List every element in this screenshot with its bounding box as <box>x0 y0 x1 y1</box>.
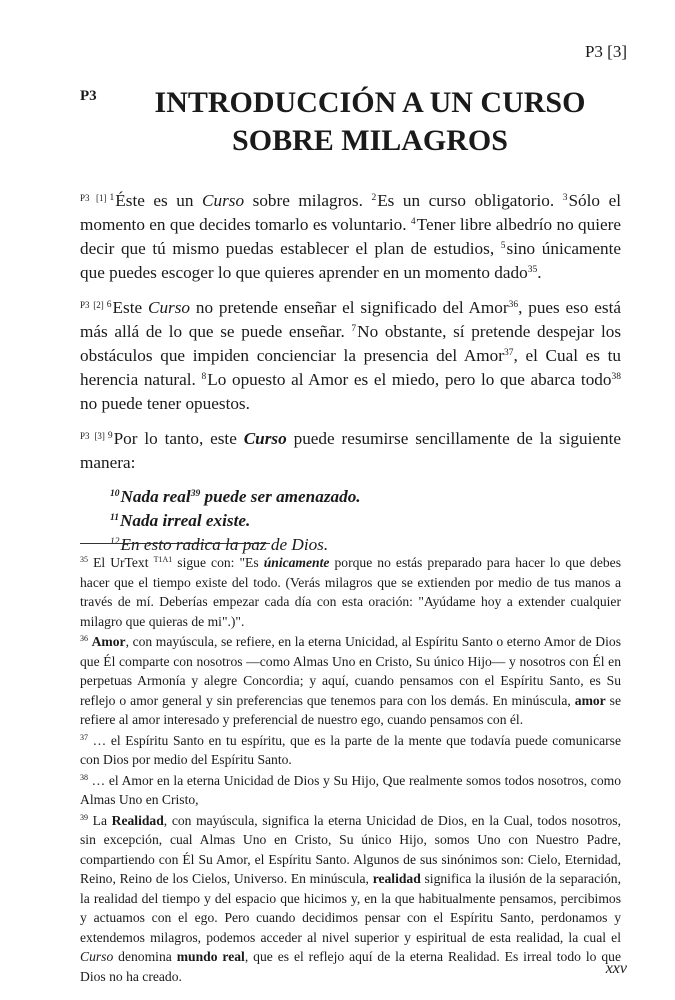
verse-text: Éste es un <box>115 191 203 210</box>
verse-text: Es un curso obligatorio. <box>377 191 563 210</box>
footnote-marker[interactable]: 37 <box>503 348 514 358</box>
verse-number: 12 <box>110 537 120 547</box>
footnote-marker[interactable]: 36 <box>508 300 519 310</box>
verse-text: no pretende enseñar el significado del Amor <box>190 298 509 317</box>
verse-number: 8 <box>201 372 207 382</box>
section-label: P3 <box>80 88 97 104</box>
footnote-text: se refiere al amor interesado y preferencial de nuestro ego, cuando pensamos con él. <box>80 692 621 727</box>
quote-line-10 <box>110 485 621 509</box>
verse-number: 7 <box>351 324 357 334</box>
verse-number: 3 <box>562 193 568 203</box>
main-text <box>80 186 621 557</box>
verse-text: , el Cual es tu herencia natural. <box>80 346 621 389</box>
footnote-text: , con mayúscula, significa la eterna Unicidad de Dios, en la Cual, todos nosotros, sin excepción, cual Almas Uno en Cristo, Su único Hijo, somos Uno con Nuestro Padre, compartiendo con Él Su Amor, el Espíritu Santo. Algunos de sus sinónimos son: Cielo, Eternidad, Reino, Reino de los Cielos, Universo. En minúscula, <box>80 812 621 886</box>
verse-text: Este <box>112 298 148 317</box>
footnote-36 <box>80 632 621 730</box>
footnote-number: 35 <box>80 555 88 564</box>
footnote-text: … el Amor en la eterna Unicidad de Dios y Su Hijo, Que realmente somos todos nosotros, como Almas Uno en Cristo, <box>80 772 621 807</box>
paragraph-3 <box>80 424 621 475</box>
footnote-text: , con mayúscula, se refiere, en la eterna Unicidad, al Espíritu Santo o eterno Amor de Dios que Él comparte con nosotros —como Almas Uno en Cristo, Su único Hijo— y nosotros con Él en perpetuas Armonía y alegre Concordia; y aquí, cuando pensamos con el Espíritu Santo, es Su reflejo o amor general y sin preferencias que tenemos para con los demás. En minúscula, <box>80 634 621 708</box>
verse-text: No obstante, sí pretende despejar los obstáculos que impiden concienciar la presencia del Amor <box>80 322 622 365</box>
paragraph-1 <box>80 186 621 285</box>
quote-text: Nada irreal existe. <box>119 511 251 530</box>
chapter-title <box>100 84 640 160</box>
footnotes <box>80 553 621 987</box>
footnote-italic: Curso <box>80 949 114 964</box>
quote-text: En esto radica la paz de Dios. <box>120 535 329 554</box>
quote-line-11 <box>110 509 621 533</box>
footnote-bold: amor <box>574 692 606 708</box>
footnote-number: 39 <box>80 812 88 822</box>
chapter-title-line-1: INTRODUCCIÓN A UN CURSO <box>154 86 586 119</box>
footnote-number: 36 <box>80 634 88 643</box>
footnote-bold: Amor <box>91 634 126 649</box>
footnote-text: sigue con: "Es <box>172 555 264 570</box>
verse-text: . <box>537 263 542 282</box>
verse-text: no puede tener opuestos. <box>80 394 250 413</box>
quote-text: Nada real <box>120 487 191 506</box>
page-reference: P3 [3] <box>584 42 627 61</box>
footnote-bold: Realidad <box>111 812 164 828</box>
footnote-37 <box>80 731 621 770</box>
verse-text: Lo opuesto al Amor es el miedo, pero lo que abarca todo <box>207 370 612 389</box>
verse-bold-italic: Curso <box>243 429 287 448</box>
footnote-text: significa la ilusión de la separación, la realidad del tiempo y del espacio que hicimos y, en la que habitualmente pensamos, percibimos y actuamos con el ego. Pero cuando decidimos pensar con el Espíritu Santo, perdonamos y extendemos milagros, podemos acceder al nivel superior y espiritual de esta realidad, la cual el <box>80 871 621 945</box>
paragraph-ref: P3 [1] <box>80 193 107 203</box>
footnote-39 <box>80 811 621 987</box>
verse-text: Sólo el momento en que decides tomarlo es voluntario. <box>80 191 621 234</box>
footnote-marker[interactable]: 39 <box>190 489 201 499</box>
paragraph-ref: P3 [3] <box>80 431 105 441</box>
verse-text: , pues eso está más allá de lo que se puede enseñar. <box>80 298 622 341</box>
page-number: xxv <box>605 960 627 977</box>
footnote-number: 37 <box>80 732 88 742</box>
verse-number: 6 <box>106 300 112 310</box>
verse-text: sino únicamente que puedes escoger lo que quieres aprender en un momento dado <box>80 239 621 282</box>
verse-text: Por lo tanto, este <box>113 429 244 448</box>
verse-number: 10 <box>110 489 120 499</box>
verse-italic: Curso <box>147 298 191 317</box>
footnote-text: porque no estás preparado para hacer lo que debes hacer que el tiempo existe del todo. (Verás milagros que se extienden por medio de tus manos a través de mí. Deberías empezar cada día con esta oración: "Ayúdame hoy a extender cualquier milagro que quieras de mi".)". <box>80 555 621 629</box>
footnote-text: El UrText <box>93 555 154 570</box>
footnote-text: denomina <box>113 949 177 964</box>
footnote-sup: T1A1 <box>153 555 173 564</box>
footnote-marker[interactable]: 35 <box>527 265 538 275</box>
footnote-bold-italic: únicamente <box>263 555 330 570</box>
footnote-bold: realidad <box>372 871 421 886</box>
summary-quote <box>110 485 621 557</box>
verse-number: 5 <box>500 241 506 251</box>
footnote-35 <box>80 553 621 631</box>
footnote-marker[interactable]: 38 <box>611 372 621 382</box>
verse-number: 11 <box>110 513 119 523</box>
verse-number: 1 <box>109 193 115 203</box>
verse-number: 9 <box>107 431 113 441</box>
footnote-text: , que es el reflejo aquí de la eterna Realidad. Es irreal todo lo que Dios no ha creado. <box>80 949 621 984</box>
paragraph-ref: P3 [2] <box>80 300 104 310</box>
footnote-divider <box>80 543 270 544</box>
footnote-text: … el Espíritu Santo en tu espíritu, que es la parte de la mente que todavía puede comunicarse con Dios por medio del Espíritu Santo. <box>80 732 621 767</box>
verse-number: 4 <box>410 217 416 227</box>
verse-text: puede resumirse sencillamente de la siguiente manera: <box>80 429 621 472</box>
paragraph-2 <box>80 293 621 416</box>
footnote-number: 38 <box>80 772 88 782</box>
quote-text: puede ser amenazado. <box>200 487 361 506</box>
verse-number: 2 <box>371 193 377 203</box>
verse-text: Tener libre albedrío no quiere decir que tú mismo puedas establecer el plan de estudios, <box>80 215 621 258</box>
verse-italic: Curso <box>202 191 245 210</box>
chapter-title-line-2: SOBRE MILAGROS <box>232 124 508 157</box>
footnote-text: La <box>92 812 112 828</box>
footnote-bold: mundo real <box>176 949 245 964</box>
footnote-38 <box>80 771 621 810</box>
verse-text: sobre milagros. <box>244 191 372 210</box>
